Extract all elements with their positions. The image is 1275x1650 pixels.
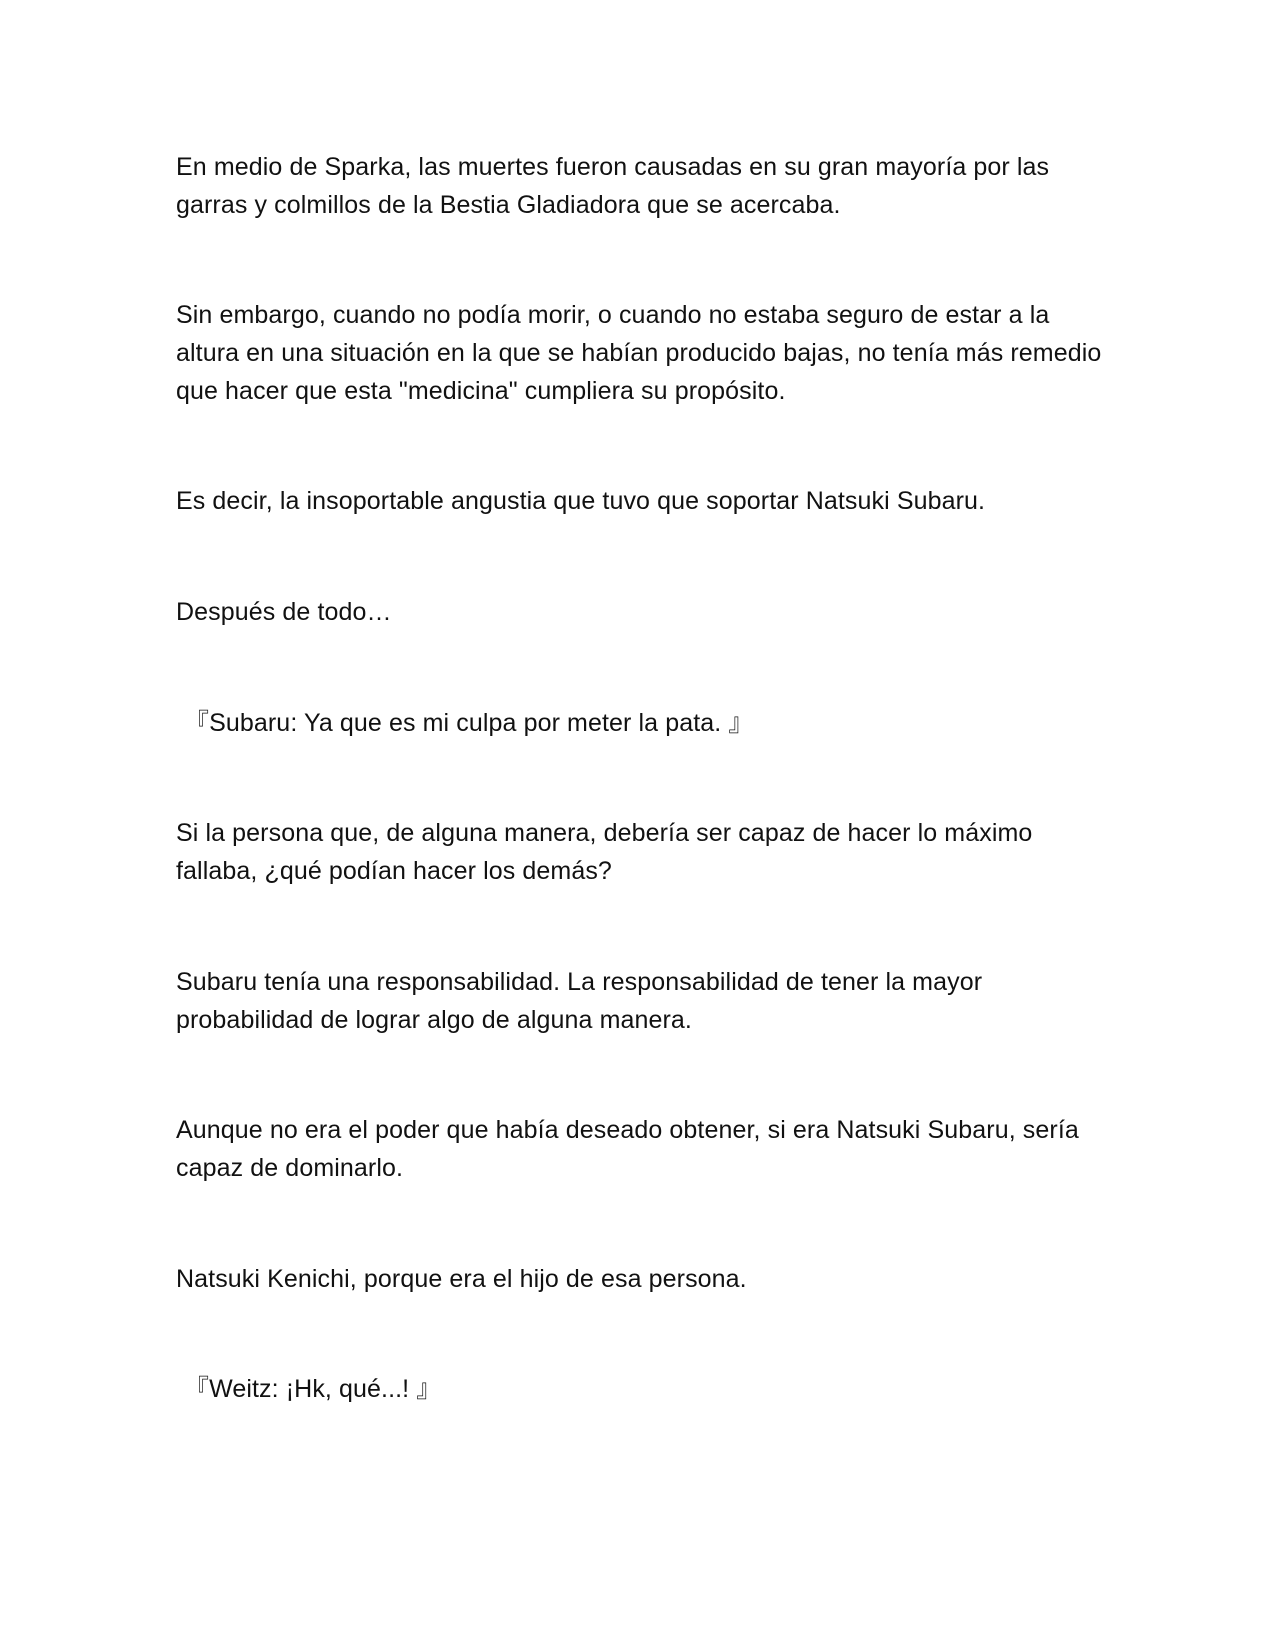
paragraph-4: Después de todo… [176, 598, 392, 626]
paragraph-8: Natsuki Kenichi, porque era el hijo de esa persona. [176, 1265, 747, 1293]
dialogue-weitz: 『Weitz: ¡Hk, qué...! 』 [184, 1375, 442, 1403]
paragraph-3: Es decir, la insoportable angustia que tuvo que soportar Natsuki Subaru. [176, 487, 986, 515]
dialogue-subaru: 『Subaru: Ya que es mi culpa por meter la pata. 』 [184, 709, 754, 737]
paragraph-7: Aunque no era el poder que había deseado obtener, si era Natsuki Subaru, sería capaz de dominarlo. [176, 1116, 1079, 1182]
paragraph-5: Si la persona que, de alguna manera, debería ser capaz de hacer lo máximo fallaba, ¿qué podían hacer los demás? [176, 819, 1033, 885]
paragraph-1: En medio de Sparka, las muertes fueron causadas en su gran mayoría por las garras y colmillos de la Bestia Gladiadora que se acercaba. [176, 153, 1050, 219]
paragraph-6: Subaru tenía una responsabilidad. La responsabilidad de tener la mayor probabilidad de lograr algo de alguna manera. [176, 968, 983, 1034]
paragraph-2: Sin embargo, cuando no podía morir, o cuando no estaba seguro de estar a la altura en una situación en la que se habían producido bajas, no tenía más remedio que hacer que esta "medicina" cumpliera su propósito. [176, 301, 1102, 405]
